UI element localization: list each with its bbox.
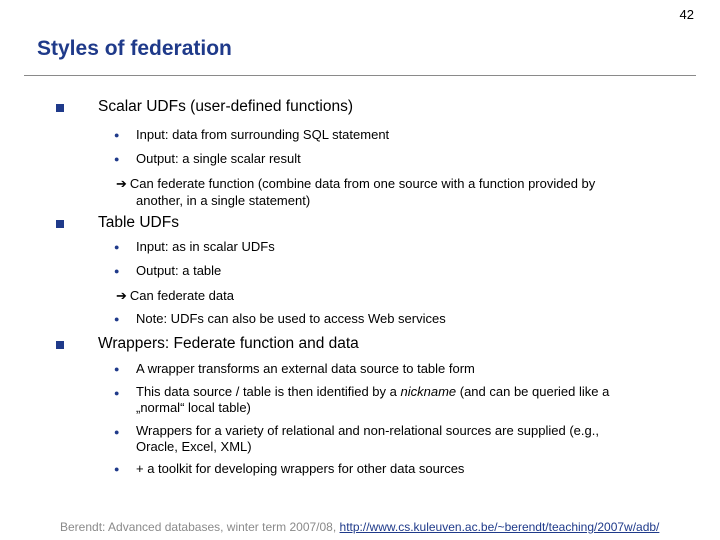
round-bullet-icon: ● xyxy=(114,388,120,398)
conclusion-text: Can federate function (combine data from one source with a function provided by xyxy=(129,176,596,191)
footer-text: Berendt: Advanced databases, winter term 2007/08, xyxy=(60,520,340,534)
footer xyxy=(60,520,659,534)
round-bullet-icon: ● xyxy=(114,154,120,164)
note-item: Note: UDFs can also be used to access Web services xyxy=(136,311,446,326)
square-bullet-icon xyxy=(56,220,64,228)
square-bullet-icon xyxy=(56,104,64,112)
section-heading-table-udfs: Table UDFs xyxy=(98,214,179,231)
round-bullet-icon: ● xyxy=(114,427,120,437)
round-bullet-icon: ● xyxy=(114,364,120,374)
list-item: This data source / table is then identified by a nickname (and can be queried like a „normal“ local table) xyxy=(136,384,610,415)
round-bullet-icon: ● xyxy=(114,130,120,140)
list-item: A wrapper transforms an external data source to table form xyxy=(136,361,475,376)
round-bullet-icon: ● xyxy=(114,464,120,474)
conclusion-text-continued: another, in a single statement) xyxy=(136,193,311,208)
list-item: Wrappers for a variety of relational and non-relational sources are supplied (e.g., Oracle, Excel, XML) xyxy=(136,423,599,454)
conclusion-item xyxy=(116,287,696,304)
round-bullet-icon: ● xyxy=(114,242,120,252)
list-item: Output: a single scalar result xyxy=(136,151,301,166)
conclusion-text: Can federate data xyxy=(129,288,234,303)
section-heading-scalar-udfs: Scalar UDFs (user-defined functions) xyxy=(98,98,353,115)
list-item: + a toolkit for developing wrappers for other data sources xyxy=(136,461,465,476)
slide-title: Styles of federation xyxy=(37,37,232,60)
nickname-term: nickname xyxy=(400,384,457,399)
round-bullet-icon: ● xyxy=(114,314,120,324)
page-number: 42 xyxy=(679,7,694,22)
list-item: Input: as in scalar UDFs xyxy=(136,239,275,254)
list-item: Output: a table xyxy=(136,263,222,278)
conclusion-item xyxy=(116,175,696,209)
title-divider xyxy=(24,75,696,76)
footer-link[interactable]: http://www.cs.kuleuven.ac.be/~berendt/teaching/2007w/adb/ xyxy=(339,520,660,534)
list-item: Input: data from surrounding SQL statement xyxy=(136,127,390,142)
right-arrow-icon: ➔ xyxy=(116,288,127,303)
round-bullet-icon: ● xyxy=(114,266,120,276)
section-heading-wrappers: Wrappers: Federate function and data xyxy=(98,335,359,352)
right-arrow-icon: ➔ xyxy=(116,176,127,191)
square-bullet-icon xyxy=(56,341,64,349)
